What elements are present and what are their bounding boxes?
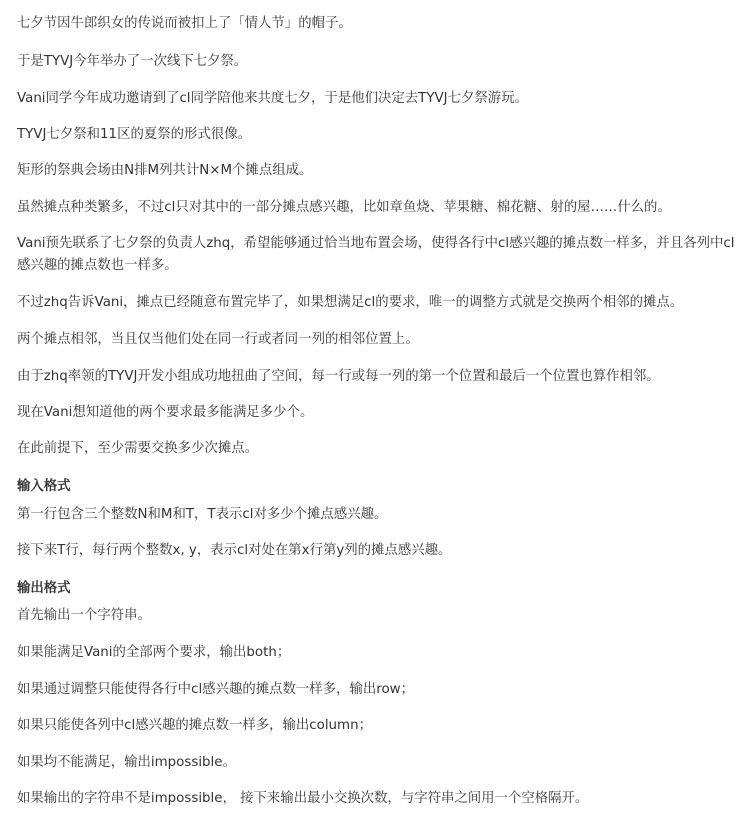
description-paragraph: 在此前提下，至少需要交换多少次摊点。 (17, 441, 259, 456)
description-paragraph: Vani预先联系了七夕祭的负责人zhq，希望能够通过恰当地布置会场，使得各行中cl感兴趣的摊点数一样多，并且各列中cl感兴趣的摊点数也一样多。 (17, 236, 735, 273)
output-format-heading: 输出格式 (17, 581, 71, 596)
description-paragraph: 不过zhq告诉Vani，摊点已经随意布置完毕了，如果想满足cl的要求，唯一的调整方式就是交换两个相邻的摊点。 (17, 295, 684, 310)
input-format-line: 第一行包含三个整数N和M和T，T表示cl对多少个摊点感兴趣。 (17, 507, 388, 522)
output-format-line: 如果输出的字符串不是impossible， 接下来输出最小交换次数，与字符串之间用一个空格隔开。 (17, 791, 589, 806)
description-paragraph: TYVJ七夕祭和11区的夏祭的形式很像。 (17, 127, 251, 142)
output-format-line: 首先输出一个字符串。 (17, 608, 151, 623)
description-paragraph: 矩形的祭典会场由N排M列共计N×M个摊点组成。 (17, 163, 313, 178)
input-format-heading: 输入格式 (17, 479, 71, 494)
description-paragraph: Vani同学今年成功邀请到了cl同学陪他来共度七夕，于是他们决定去TYVJ七夕祭游玩。 (17, 91, 528, 106)
description-paragraph: 虽然摊点种类繁多，不过cl只对其中的一部分摊点感兴趣，比如章鱼烧、苹果糖、棉花糖、射的屋……什么的。 (17, 200, 671, 215)
description-paragraph: 由于zhq率领的TYVJ开发小组成功地扭曲了空间，每一行或每一列的第一个位置和最后一个位置也算作相邻。 (17, 369, 660, 384)
description-paragraph: 七夕节因牛郎织女的传说而被扣上了「情人节」的帽子。 (17, 16, 352, 31)
output-format-line: 如果只能使各列中cl感兴趣的摊点数一样多，输出column； (17, 718, 372, 733)
output-format-line: 如果均不能满足，输出impossible。 (17, 755, 236, 770)
input-format-line: 接下来T行，每行两个整数x, y，表示cl对处在第x行第y列的摊点感兴趣。 (17, 543, 452, 558)
description-paragraph: 现在Vani想知道他的两个要求最多能满足多少个。 (17, 405, 314, 420)
description-paragraph: 两个摊点相邻，当且仅当他们处在同一行或者同一列的相邻位置上。 (17, 332, 419, 347)
description-paragraph: 于是TYVJ今年举办了一次线下七夕祭。 (17, 54, 248, 69)
output-format-line: 如果通过调整只能使得各行中cl感兴趣的摊点数一样多，输出row； (17, 682, 414, 697)
output-format-line: 如果能满足Vani的全部两个要求，输出both； (17, 645, 291, 660)
